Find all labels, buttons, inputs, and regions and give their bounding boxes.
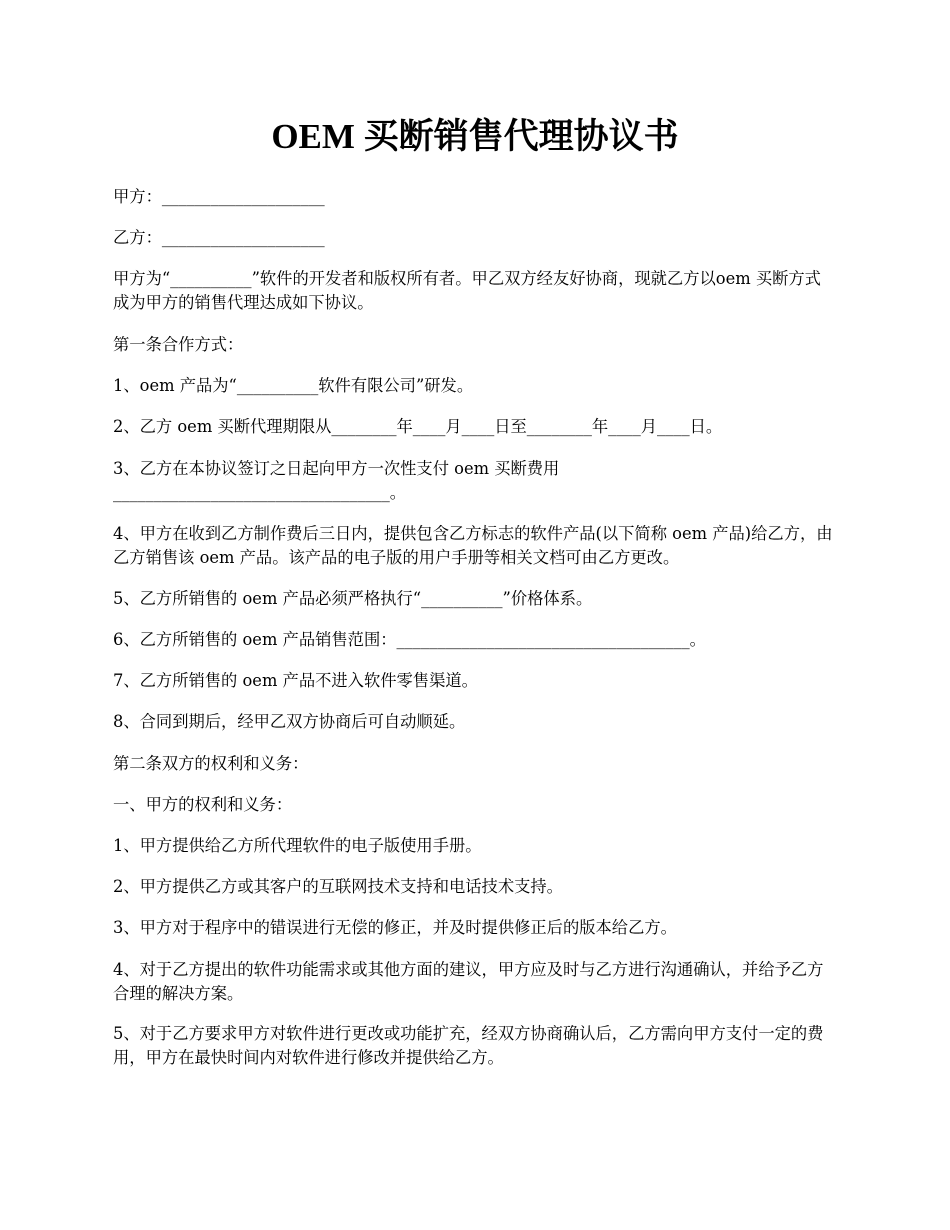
section-a-heading: 一、甲方的权利和义务： — [113, 795, 293, 814]
party-a-line: 甲方：____________________ — [113, 187, 325, 206]
article-1-item: 8、合同到期后，经甲乙双方协商后可自动顺延。 — [113, 712, 466, 731]
section-a-item: 3、甲方对于程序中的错误进行无偿的修正，并及时提供修正后的版本给乙方。 — [113, 918, 677, 937]
article-1-item: 1、oem 产品为“__________软件有限公司”研发。 — [113, 376, 474, 395]
document-title: OEM 买断销售代理协议书 — [271, 117, 679, 156]
intro-paragraph: 甲方为“__________”软件的开发者和版权所有者。甲乙双方经友好协商，现就乙方以oem 买断方式成为甲方的销售代理达成如下协议。 — [113, 269, 821, 312]
section-a-item: 2、甲方提供乙方或其客户的互联网技术支持和电话技术支持。 — [113, 877, 563, 896]
section-a-item: 5、对于乙方要求甲方对软件进行更改或功能扩充，经双方协商确认后，乙方需向甲方支付一定的费用，甲方在最快时间内对软件进行修改并提供给乙方。 — [113, 1024, 824, 1067]
article-1-item: 6、乙方所销售的 oem 产品销售范围：____________________________________。 — [113, 630, 706, 649]
article-2-heading: 第二条双方的权利和义务： — [113, 754, 309, 773]
article-1-item: 5、乙方所销售的 oem 产品必须严格执行“__________”价格体系。 — [113, 589, 593, 608]
article-1-item: 2、乙方 oem 买断代理期限从________年____月____日至________年____月____日。 — [113, 417, 723, 436]
section-a-item: 1、甲方提供给乙方所代理软件的电子版使用手册。 — [113, 836, 482, 855]
article-1-heading: 第一条合作方式： — [113, 335, 244, 354]
article-1-item: 7、乙方所销售的 oem 产品不进入软件零售渠道。 — [113, 671, 478, 690]
article-1-item: 3、乙方在本协议签订之日起向甲方一次性支付 oem 买断费用__________________________________。 — [113, 459, 560, 502]
section-a-item: 4、对于乙方提出的软件功能需求或其他方面的建议，甲方应及时与乙方进行沟通确认，并给予乙方合理的解决方案。 — [113, 960, 824, 1003]
article-1-item: 4、甲方在收到乙方制作费后三日内，提供包含乙方标志的软件产品(以下简称 oem 产品)给乙方，由乙方销售该 oem 产品。该产品的电子版的用户手册等相关文档可由乙方更改。 — [113, 524, 833, 567]
party-b-line: 乙方：____________________ — [113, 228, 325, 247]
